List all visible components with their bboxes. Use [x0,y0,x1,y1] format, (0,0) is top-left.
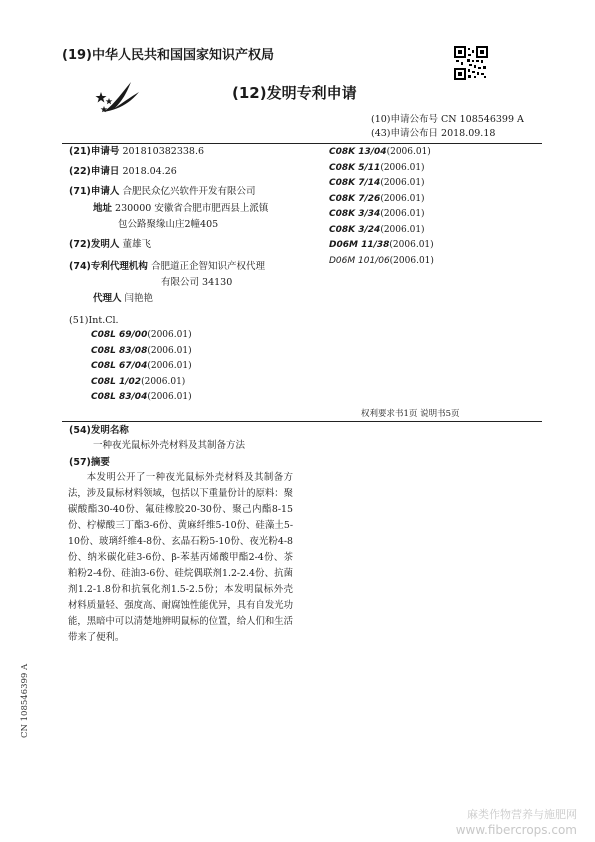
intcl-entry: C08K 3/24(2006.01) [329,224,425,235]
intcl-entry: C08K 5/11(2006.01) [329,162,425,173]
inventor: 董雄飞 [122,239,151,250]
agent-label: 代理人 [93,293,122,304]
intcl-entry: C08K 7/14(2006.01) [329,178,425,188]
invention-name-label: (54)发明名称 [69,425,129,436]
abstract-label: (57)摘要 [69,457,110,468]
agent: 闫艳艳 [124,293,154,304]
inventor-row [69,238,151,252]
intcl-entry: D06M 101/06(2006.01) [329,255,434,266]
application-number-label: (21)申请号 [69,146,120,157]
watermark-url: www.fibercrops.com [455,823,577,837]
intcl-entry: C08K 13/04(2006.01) [329,147,431,157]
cnipa-logo-icon [95,78,145,124]
application-number-row [69,145,204,159]
inventor-label: (72)发明人 [69,239,120,250]
filing-date: 2018.04.26 [122,166,177,177]
address-label: 地址 [93,203,113,214]
intcl-entry: C08L 83/04(2006.01) [91,392,192,402]
agency-row [69,260,265,274]
intcl-label: (51)Int.Cl. [69,315,119,326]
applicant-row [69,185,255,199]
agency-label: (74)专利代理机构 [69,261,148,272]
publication-number: (10)申请公布号 CN 108546399 A [371,114,524,125]
application-number: 201810382338.6 [122,146,205,157]
applicant-label: (71)申请人 [69,186,120,197]
filing-date-row [69,165,177,179]
intcl-entry: D06M 11/38(2006.01) [329,240,434,250]
intcl-entry: C08K 3/34(2006.01) [329,209,425,219]
intcl-entry: C08K 7/26(2006.01) [329,193,425,204]
filing-date-label: (22)申请日 [69,166,120,177]
watermark-cn: 麻类作物营养与施肥网 [467,808,577,821]
agent-row [93,292,153,306]
document-type: (12)发明专利申请 [232,84,357,102]
abstract-text: 本发明公开了一种夜光鼠标外壳材料及其制备方法，涉及鼠标材料领域，包括以下重量份计的原料：聚碳酸酯30-40份、氟硅橡胶20-30份、聚己内酯8-15份、柠檬酸三丁酯3-6份、黄麻纤维5-10份、硅藻土5-10份、玻璃纤维4-8份、玄晶石粉5-10份、夜光粉4-8份、纳米碳化硅3-6份、β-苯基丙烯酸甲酯2-4份、茶粕粉2-4份、硅油3-6份、硅烷偶联剂1.2-2.4份、抗菌剂1.2-1.8份和抗氧化剂1.5-2.5份；本发明鼠标外壳材料质量轻、强度高、耐腐蚀性能优异，具有自发光功能，黑暗中可以清楚地辨明鼠标的位置，给人们和生活带来了便利。 [68,472,294,643]
invention-name: 一种夜光鼠标外壳材料及其制备方法 [93,440,246,451]
address-line-1: 230000 安徽省合肥市肥西县上派镇 [115,203,269,214]
address-row [93,202,268,216]
intcl-entry: C08L 69/00(2006.01) [91,330,192,340]
intcl-entry: C08L 1/02(2006.01) [91,376,186,387]
header-rule [62,143,542,144]
side-publication-number: CN 108546399 A [20,663,30,738]
address-line-2: 包公路聚缘山庄2幢405 [118,219,219,230]
publication-date: (43)申请公布日 2018.09.18 [371,128,496,139]
section-rule [62,421,542,422]
intcl-list-left [91,328,192,406]
qr-code-icon [454,46,488,80]
intcl-entry: C08L 83/08(2006.01) [91,345,192,356]
agency-line-1: 合肥道正企智知识产权代理 [150,261,265,272]
pages-note: 权利要求书1页 说明书5页 [361,409,460,419]
applicant: 合肥民众亿兴软件开发有限公司 [122,186,256,197]
office-name: (19)中华人民共和国国家知识产权局 [62,48,274,63]
intcl-entry: C08L 67/04(2006.01) [91,361,192,371]
intcl-list-right [329,145,434,269]
agency-line-2: 有限公司 34130 [161,277,233,288]
